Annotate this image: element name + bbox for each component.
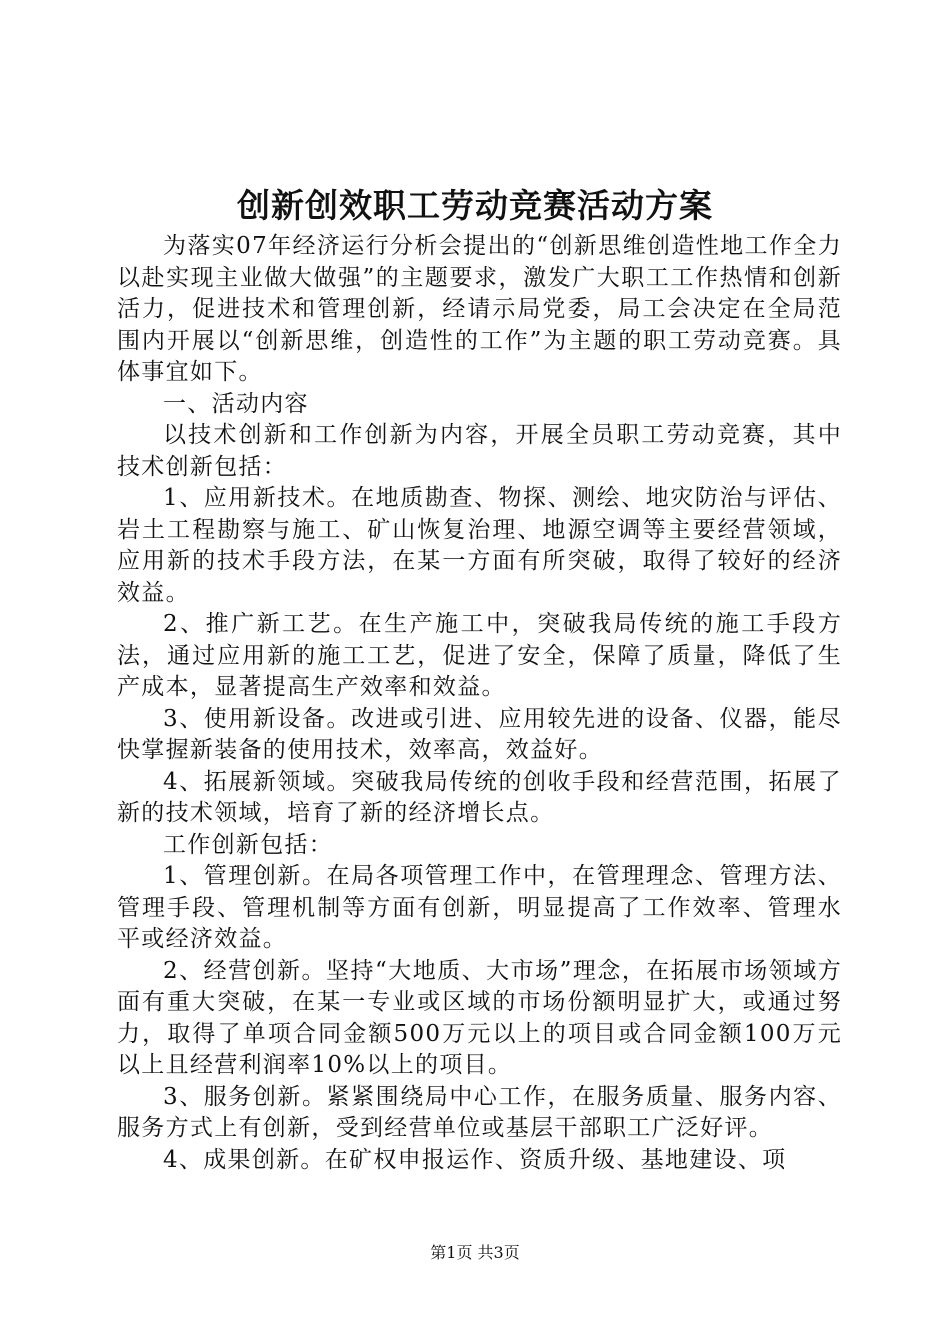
document-body: [117, 231, 842, 1176]
list-item-new-technology: 1、应用新技术。在地质勘查、物探、测绘、地灾防治与评估、岩土工程勘察与施工、矿山恢复治理、地源空调等主要经营领域，应用新的技术手段方法，在某一方面有所突破，取得了较好的经济效益。: [117, 485, 842, 606]
list-item-new-equipment: 3、使用新设备。改进或引进、应用较先进的设备、仪器，能尽快掌握新装备的使用技术，效率高，效益好。: [117, 705, 842, 763]
paragraph-work-innovation-intro: 工作创新包括：: [163, 831, 334, 858]
list-item-management-innovation: 1、管理创新。在局各项管理工作中，在管理理念、管理方法、管理手段、管理机制等方面有创新，明显提高了工作效率、管理水平或经济效益。: [117, 863, 842, 952]
section-heading-activity-content: 一、活动内容: [163, 390, 309, 417]
document-title: 创新创效职工劳动竞赛活动方案: [237, 186, 713, 225]
list-item-achievement-innovation: 4、成果创新。在矿权申报运作、资质升级、基地建设、项: [163, 1146, 787, 1173]
page-number-footer: 第1页 共3页: [430, 1243, 520, 1262]
paragraph-tech-innovation-intro: 以技术创新和工作创新为内容，开展全员职工劳动竞赛，其中技术创新包括：: [117, 422, 842, 480]
list-item-new-field: 4、拓展新领域。突破我局传统的创收手段和经营范围，拓展了新的技术领域，培育了新的经济增长点。: [117, 768, 842, 826]
list-item-service-innovation: 3、服务创新。紧紧围绕局中心工作，在服务质量、服务内容、服务方式上有创新，受到经营单位或基层干部职工广泛好评。: [117, 1083, 842, 1141]
paragraph-intro: 为落实07年经济运行分析会提出的“创新思维创造性地工作全力以赴实现主业做大做强”的主题要求，激发广大职工工作热情和创新活力，促进技术和管理创新，经请示局党委，局工会决定在全局范围内开展以“创新思维，创造性的工作”为主题的职工劳动竞赛。具体事宜如下。: [117, 233, 842, 385]
list-item-business-innovation: 2、经营创新。坚持“大地质、大市场”理念，在拓展市场领域方面有重大突破，在某一专业或区域的市场份额明显扩大，或通过努力，取得了单项合同金额500万元以上的项目或合同金额100万元以上且经营利润率10%以上的项目。: [117, 957, 842, 1078]
list-item-new-process: 2、推广新工艺。在生产施工中，突破我局传统的施工手段方法，通过应用新的施工工艺，促进了安全，保障了质量，降低了生产成本，显著提高生产效率和效益。: [117, 611, 842, 700]
